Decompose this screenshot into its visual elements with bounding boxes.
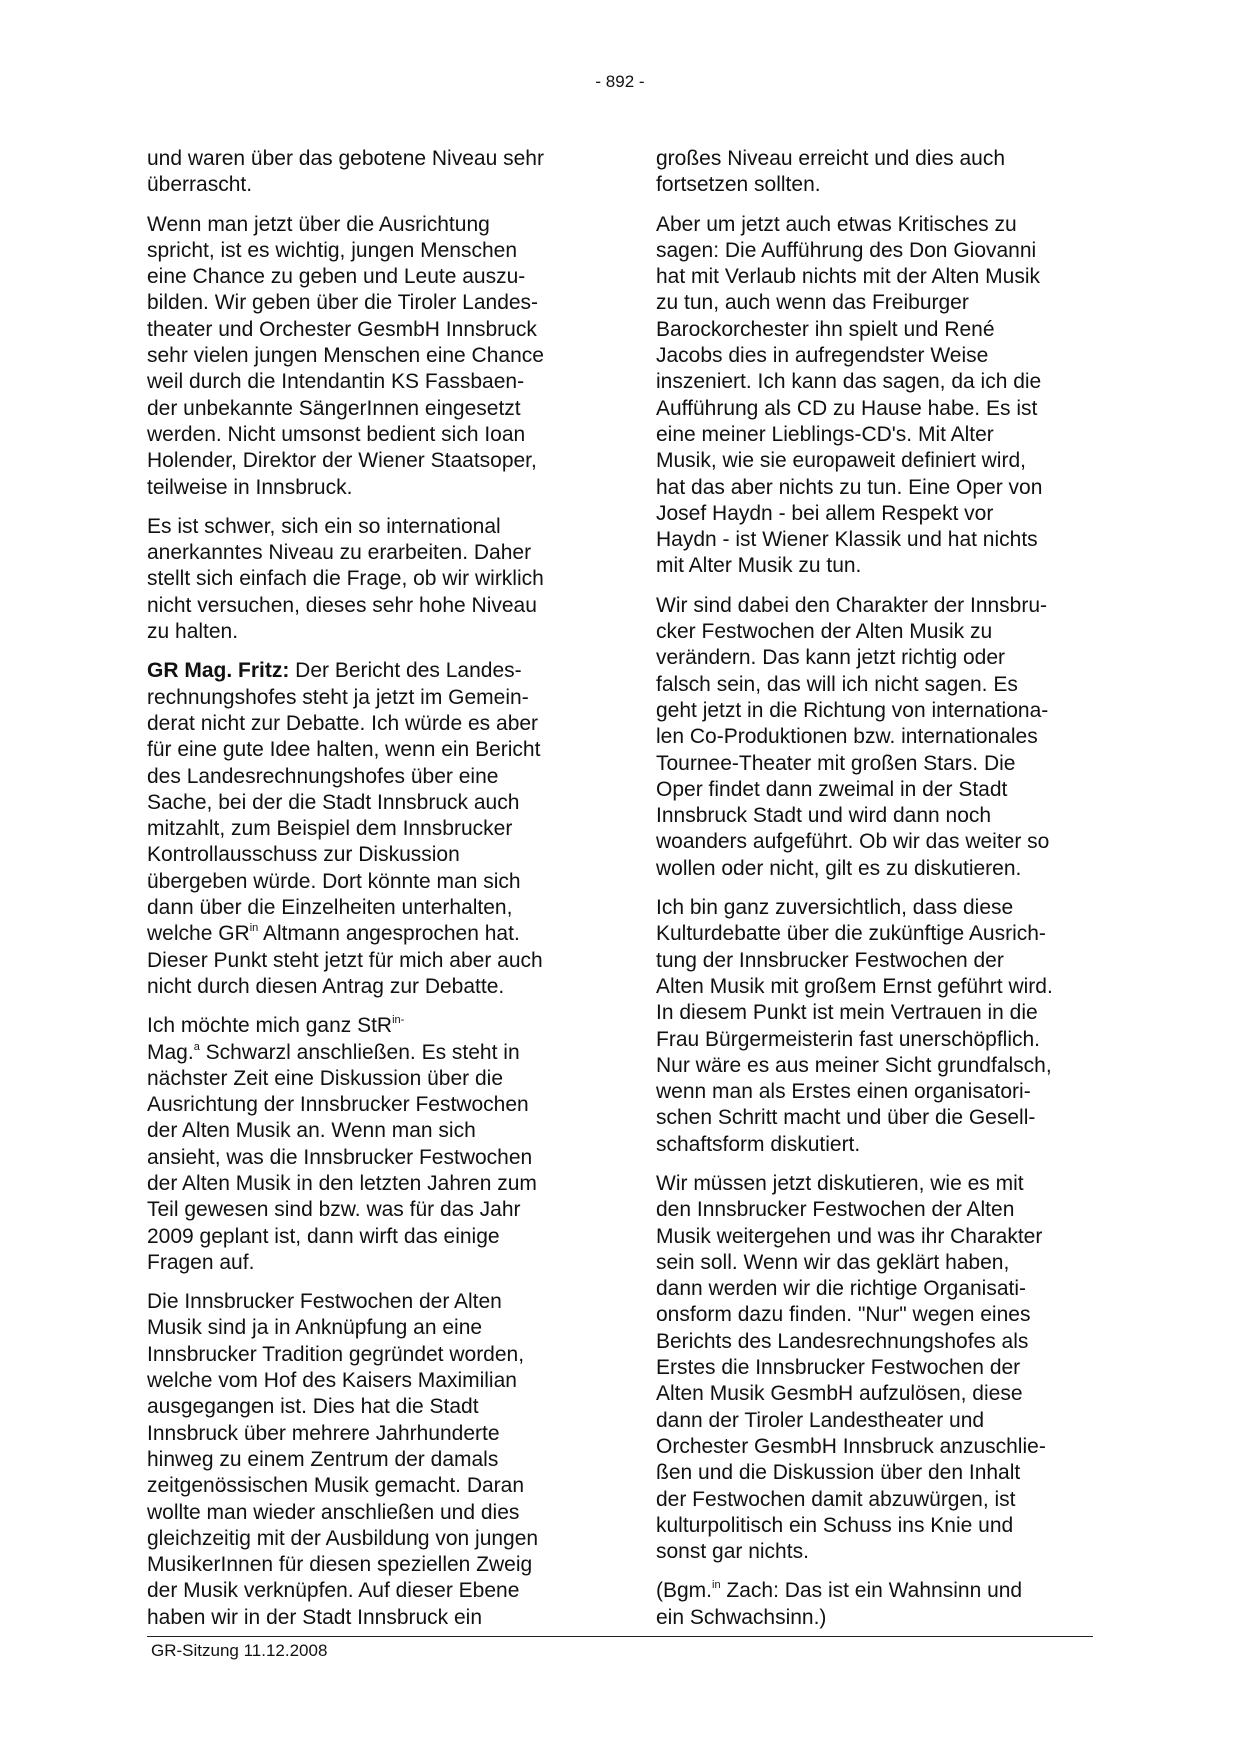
speech-text: Altmann angesprochen hat. Dieser Punkt steht jetzt für mich aber auch nicht durch diesen Antrag zur Debatte. bbox=[147, 922, 543, 998]
paragraph bbox=[147, 1013, 595, 1276]
paragraph: Wir sind dabei den Charakter der Innsbru- cker Festwochen der Alten Musik zu verändern. Das kann jetzt richtig oder falsch sein, das will ich nicht sagen. Es geht jetzt in die Richtung von internationa- len Co-Produktionen bzw. internationales Tournee-Theater mit großen Stars. Die Oper findet dann zweimal in der Stadt Innsbruck Stadt und wird dann noch woanders aufgeführt. Ob wir das weiter so wollen oder nicht, gilt es zu diskutieren. bbox=[656, 593, 1050, 880]
footer-divider bbox=[147, 1636, 1093, 1637]
right-column bbox=[656, 146, 1104, 1644]
paragraph: Wir müssen jetzt diskutieren, wie es mit den Innsbrucker Festwochen der Alten Musik weitergehen und was ihr Charakter sein soll. Wenn wir das geklärt haben, dann werden wir die richtige Organisati- onsform dazu finden. "Nur" wegen eines Berichts des Landesrechnungshofes als Erstes die Innsbrucker Festwochen der Alten Musik GesmbH aufzulösen, diese dann der Tiroler Landestheater und Orchester GesmbH Innsbruck anzuschlie- ßen und die Diskussion über den Inhalt der Festwochen damit abzuwürgen, ist kulturpolitisch ein Schuss ins Knie und sonst gar nichts. bbox=[656, 1171, 1046, 1564]
interjection-text: Zach: Das ist ein Wahnsinn und ein Schwachsinn.) bbox=[656, 1579, 1023, 1629]
superscript: in- bbox=[392, 1014, 405, 1027]
speech-text: Der Bericht des Landes- rechnungshofes steht ja jetzt im Gemein- derat nicht zur Debatte. Ich würde es aber für eine gute Idee halten, wenn ein Bericht des Landesrechnungshofes über eine Sache, bei der die Stadt Innsbruck auch mitzahlt, zum Beispiel dem Innsbrucker Kontrollausschuss zur Diskussion übergeben würde. Dort könnte man sich dann über die Einzelheiten unterhalten, welche GR bbox=[147, 659, 541, 946]
footer-session-label: GR-Sitzung 11.12.2008 bbox=[151, 1641, 328, 1660]
paragraph: und waren über das gebotene Niveau sehr überrascht. bbox=[147, 147, 544, 197]
paragraph-speech bbox=[147, 658, 595, 1000]
interjection bbox=[656, 1578, 1104, 1631]
paragraph: Ich bin ganz zuversichtlich, dass diese Kulturdebatte über die zukünftige Ausrich- tung der Innsbrucker Festwochen der Alten Musik mit großem Ernst geführt wird. In diesem Punkt ist mein Vertrauen in die Frau Bürgermeisterin fast unerschöpflich. Nur wäre es aus meiner Sicht grundfalsch, wenn man als Erstes einen organisatori- schen Schritt macht und über die Gesell- schaftsform diskutiert. bbox=[656, 896, 1053, 1156]
interjection-text: (Bgm. bbox=[656, 1579, 713, 1603]
paragraph-text: Schwarzl anschließen. Es steht in nächster Zeit eine Diskussion über die Ausrichtung der Innsbrucker Festwochen der Alten Musik an. Wenn man sich ansieht, was die Innsbrucker Festwochen der Alten Musik in den letzten Jahren zum Teil gewesen sind bzw. was für das Jahr 2009 geplant ist, dann wirft das einige Fragen auf. bbox=[147, 1040, 537, 1274]
superscript: in bbox=[249, 922, 259, 935]
left-column bbox=[147, 146, 595, 1644]
superscript: in bbox=[712, 1579, 721, 1592]
paragraph-text: Ich möchte mich ganz StR bbox=[147, 1014, 393, 1038]
paragraph-text: Mag. bbox=[147, 1040, 194, 1064]
paragraph: Wenn man jetzt über die Ausrichtung spricht, ist es wichtig, jungen Menschen eine Chance zu geben und Leute auszu- bilden. Wir geben über die Tiroler Landes- theater und Orchester GesmbH Innsbruck sehr vielen jungen Menschen eine Chance weil durch die Intendantin KS Fassbaen- der unbekannte SängerInnen eingesetzt werden. Nicht umsonst bedient sich Ioan Holender, Direktor der Wiener Staatsoper, teilweise in Innsbruck. bbox=[147, 212, 544, 499]
speaker-name: GR Mag. Fritz: bbox=[147, 659, 290, 683]
paragraph: Es ist schwer, sich ein so international anerkanntes Niveau zu erarbeiten. Daher stellt sich einfach die Frage, ob wir wirklich nicht versuchen, dieses sehr hohe Niveau zu halten. bbox=[147, 514, 544, 644]
paragraph: Die Innsbrucker Festwochen der Alten Musik sind ja in Anknüpfung an eine Innsbrucker Tradition gegründet worden, welche vom Hof des Kaisers Maximilian ausgegangen ist. Dies hat die Stadt Innsbruck über mehrere Jahrhunderte hinweg zu einem Zentrum der damals zeitgenössischen Musik gemacht. Daran wollte man wieder anschließen und dies gleichzeitig mit der Ausbildung von jungen MusikerInnen für diesen speziellen Zweig der Musik verknüpfen. Auf dieser Ebene haben wir in der Stadt Innsbruck ein bbox=[147, 1290, 539, 1629]
paragraph: großes Niveau erreicht und dies auch fortsetzen sollten. bbox=[656, 147, 1006, 197]
paragraph: Aber um jetzt auch etwas Kritisches zu sagen: Die Aufführung des Don Giovanni hat mit Verlaub nichts mit der Alten Musik zu tun, auch wenn das Freiburger Barockorchester ihn spielt und René Jacobs dies in aufregendster Weise inszeniert. Ich kann das sagen, da ich die Aufführung als CD zu Hause habe. Es ist eine meiner Lieblings-CD's. Mit Alter Musik, wie sie europaweit definiert wird, hat das aber nichts zu tun. Eine Oper von Josef Haydn - bei allem Respekt vor Haydn - ist Wiener Klassik und hat nichts mit Alter Musik zu tun. bbox=[656, 212, 1043, 578]
page-number: - 892 - bbox=[595, 72, 645, 91]
superscript: a bbox=[193, 1040, 200, 1053]
